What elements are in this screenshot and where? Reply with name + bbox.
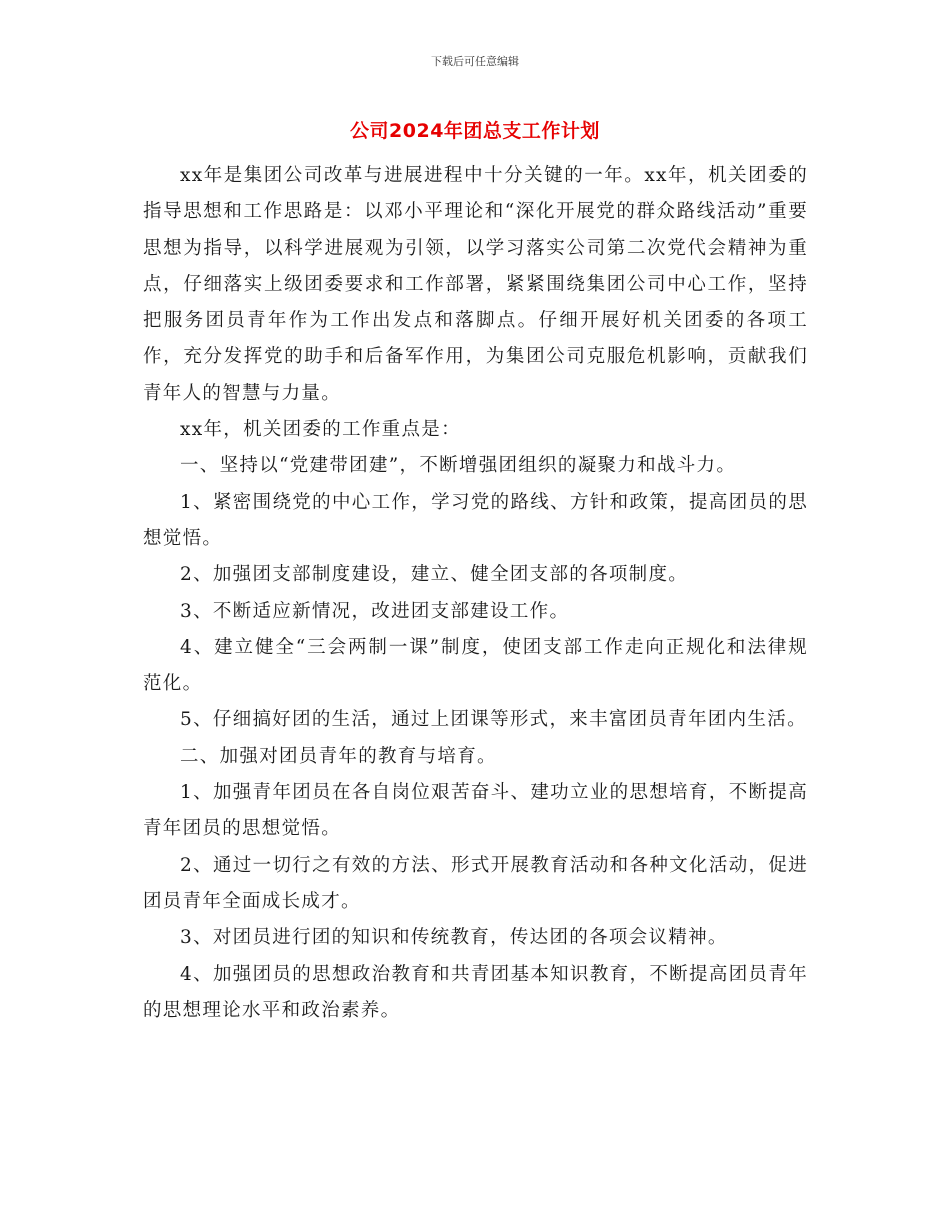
paragraph: 3、不断适应新情况，改进团支部建设工作。 <box>180 600 570 622</box>
header-note: 下载后可任意编辑 <box>431 55 519 68</box>
paragraph: 2、通过一切行之有效的方法、形式开展教育活动和各种文化活动，促进团员青年全面成长成才。 <box>143 854 808 912</box>
section-heading: 二、加强对团员青年的教育与培育。 <box>180 745 497 767</box>
paragraph: 5、仔细搞好团的生活，通过上团课等形式，来丰富团员青年团内生活。 <box>180 709 807 731</box>
paragraph: xx年，机关团委的工作重点是： <box>180 419 461 441</box>
document-body <box>143 158 808 1029</box>
document-title: 公司2024年团总支工作计划 <box>350 120 600 142</box>
paragraph: 1、加强青年团员在各自岗位艰苦奋斗、建功立业的思想培育，不断提高青年团员的思想觉悟。 <box>143 782 808 840</box>
paragraph: 2、加强团支部制度建设，建立、健全团支部的各项制度。 <box>180 564 689 586</box>
paragraph: 4、建立健全“三会两制一课”制度，使团支部工作走向正规化和法律规范化。 <box>143 636 808 695</box>
section-heading: 一、坚持以“党建带团建”，不断增强团组织的凝聚力和战斗力。 <box>180 455 737 477</box>
paragraph: xx年是集团公司改革与进展进程中十分关键的一年。xx年，机关团委的指导思想和工作思路是：以邓小平理论和“深化开展党的群众路线活动”重要思想为指导，以科学进展观为引领，以学习落实公司第二次党代会精神为重点，仔细落实上级团委要求和工作部署，紧紧围绕集团公司中心工作，坚持把服务团员青年作为工作出发点和落脚点。仔细开展好机关团委的各项工作，充分发挥党的助手和后备军作用，为集团公司克服危机影响，贡献我们青年人的智慧与力量。 <box>143 165 808 404</box>
paragraph: 4、加强团员的思想政治教育和共青团基本知识教育，不断提高团员青年的思想理论水平和政治素养。 <box>143 963 808 1021</box>
paragraph: 3、对团员进行团的知识和传统教育，传达团的各项会议精神。 <box>180 927 728 949</box>
paragraph: 1、紧密围绕党的中心工作，学习党的路线、方针和政策，提高团员的思想觉悟。 <box>143 491 808 549</box>
